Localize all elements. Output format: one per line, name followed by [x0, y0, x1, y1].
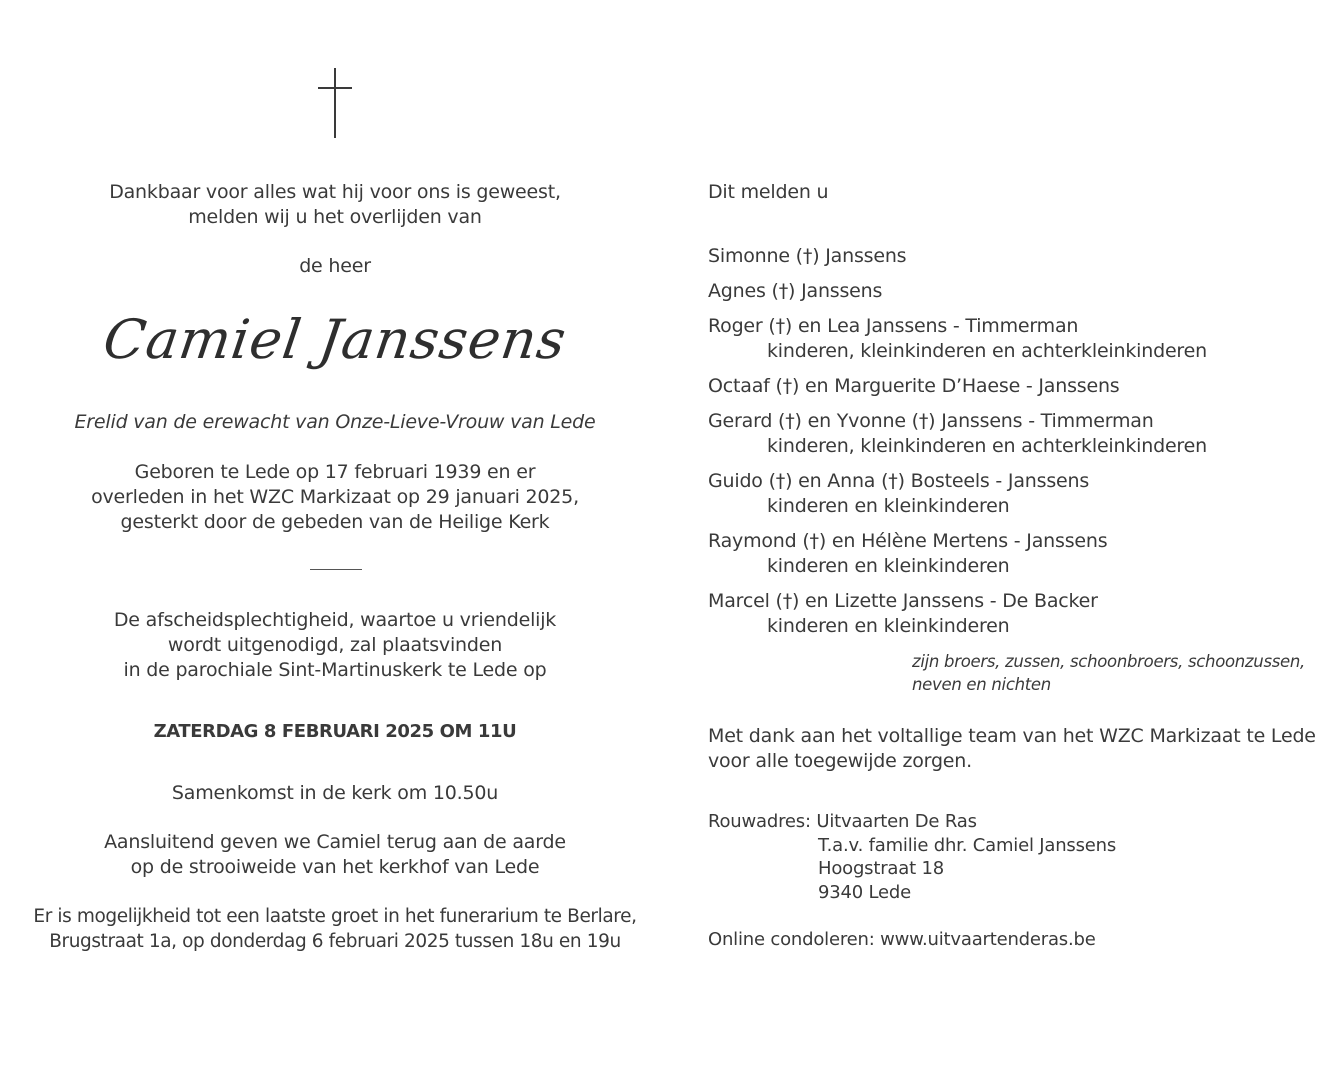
- family-entry-sub: kinderen en kleinkinderen: [767, 495, 1010, 517]
- address-label: Rouwadres:: [708, 811, 811, 832]
- family-entry: [708, 589, 1207, 639]
- condolence-label: Online condoleren:: [708, 929, 875, 950]
- divider: [310, 569, 362, 570]
- family-entry-sub: kinderen en kleinkinderen: [767, 555, 1010, 577]
- thanks-text: [708, 724, 1316, 774]
- honor-text: Erelid van de erewacht van Onze-Lieve-Vrouw van Lede: [74, 411, 596, 433]
- farewell-line: Brugstraat 1a, op donderdag 6 februari 2025 tussen 18u en 19u: [49, 931, 621, 952]
- burial-line: Aansluitend geven we Camiel terug aan de aarde: [104, 831, 566, 853]
- relatives-text: [912, 650, 1305, 696]
- address-block: [708, 810, 1116, 904]
- thanks-line: Met dank aan het voltallige team van het WZC Markizaat te Lede: [708, 725, 1316, 747]
- cross-icon: [318, 68, 352, 138]
- ceremony-text: [30, 608, 640, 683]
- family-entry-main: Roger (†) en Lea Janssens - Timmerman: [708, 315, 1079, 337]
- relatives-line: neven en nichten: [912, 675, 1051, 694]
- gathering-text: Samenkomst in de kerk om 10.50u: [171, 782, 499, 804]
- ceremony-line: De afscheidsplechtigheid, waartoe u vriendelijk: [113, 609, 557, 631]
- family-entry: [708, 314, 1207, 364]
- family-entry-sub: kinderen en kleinkinderen: [767, 615, 1010, 637]
- family-entry: [708, 279, 1207, 304]
- family-entry-main: Marcel (†) en Lizette Janssens - De Backer: [708, 590, 1098, 612]
- family-entry-main: Gerard (†) en Yvonne (†) Janssens - Timmerman: [708, 410, 1154, 432]
- title-text: de heer: [299, 255, 371, 277]
- deceased-name: Camiel Janssens: [99, 308, 571, 371]
- family-entry-main: Agnes (†) Janssens: [708, 280, 883, 302]
- farewell-line: Er is mogelijkheid tot een laatste groet in het funerarium te Berlare,: [33, 906, 637, 927]
- family-entry: [708, 409, 1207, 459]
- family-entry-main: Simonne (†) Janssens: [708, 245, 907, 267]
- thanks-line: voor alle toegewijde zorgen.: [708, 750, 972, 772]
- relatives-line: zijn broers, zussen, schoonbroers, schoonzussen,: [912, 652, 1306, 671]
- family-entry-main: Raymond (†) en Hélène Mertens - Janssens: [708, 530, 1108, 552]
- family-entry-main: Octaaf (†) en Marguerite D’Haese - Janssens: [708, 375, 1120, 397]
- family-entry: [708, 244, 1207, 269]
- ceremony-line: wordt uitgenodigd, zal plaatsvinden: [167, 634, 503, 656]
- intro-text: [30, 180, 640, 230]
- burial-text: [30, 830, 640, 880]
- farewell-text: [30, 904, 640, 954]
- family-entry-main: Guido (†) en Anna (†) Bosteels - Janssens: [708, 470, 1090, 492]
- birth-text: [30, 460, 640, 535]
- address-line: 9340 Lede: [818, 881, 912, 903]
- ceremony-date: ZATERDAG 8 FEBRUARI 2025 OM 11U: [153, 721, 517, 742]
- birth-line: overleden in het WZC Markizaat op 29 januari 2025,: [91, 486, 579, 508]
- burial-line: op de strooiweide van het kerkhof van Lede: [130, 856, 540, 878]
- birth-line: Geboren te Lede op 17 februari 1939 en er: [134, 461, 536, 483]
- family-entry: [708, 374, 1207, 399]
- family-entry-sub: kinderen, kleinkinderen en achterkleinkinderen: [767, 435, 1207, 457]
- announce-text: Dit melden u: [708, 181, 829, 203]
- condolence-line: [708, 927, 1096, 952]
- intro-line: Dankbaar voor alles wat hij voor ons is geweest,: [109, 181, 561, 203]
- address-line: Uitvaarten De Ras: [816, 811, 977, 832]
- family-entry-sub: kinderen, kleinkinderen en achterkleinkinderen: [767, 340, 1207, 362]
- address-line: T.a.v. familie dhr. Camiel Janssens: [818, 834, 1117, 856]
- condolence-link[interactable]: www.uitvaartenderas.be: [880, 929, 1096, 950]
- family-entry: [708, 469, 1207, 519]
- family-entry: [708, 529, 1207, 579]
- ceremony-line: in de parochiale Sint-Martinuskerk te Lede op: [123, 659, 547, 681]
- family-list: [708, 244, 1207, 639]
- address-line: Hoogstraat 18: [818, 858, 944, 879]
- intro-line: melden wij u het overlijden van: [188, 206, 482, 228]
- birth-line: gesterkt door de gebeden van de Heilige Kerk: [120, 511, 550, 533]
